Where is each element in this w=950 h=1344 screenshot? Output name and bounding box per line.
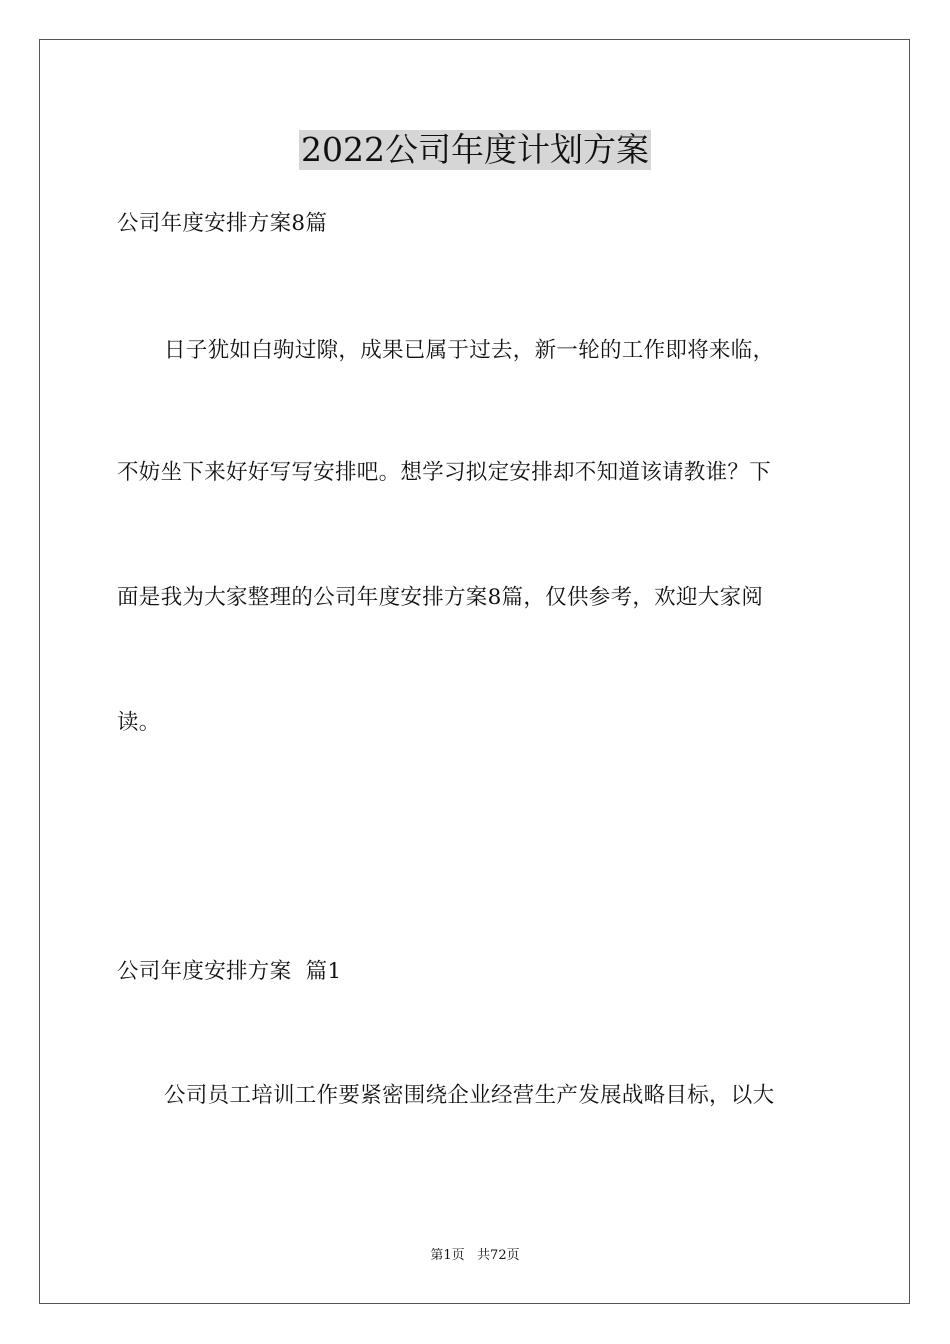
intro-line-3: 面是我为大家整理的公司年度安排方案8篇，仅供参考，欢迎大家阅 xyxy=(117,585,764,610)
section-paragraph-line-1: 公司员工培训工作要紧密围绕企业经营生产发展战略目标，以大 xyxy=(164,1083,775,1108)
intro-line-1: 日子犹如白驹过隙，成果已属于过去，新一轮的工作即将来临， xyxy=(164,338,775,363)
page-number-footer: 第1页 共72页 xyxy=(430,1248,520,1263)
section-heading: 公司年度安排方案 篇1 xyxy=(117,959,342,984)
document-subtitle: 公司年度安排方案8篇 xyxy=(117,211,328,236)
document-title: 2022公司年度计划方案 xyxy=(301,130,649,169)
intro-line-4: 读。 xyxy=(117,710,161,735)
intro-line-2: 不妨坐下来好好写写安排吧。想学习拟定安排却不知道该请教谁？下 xyxy=(117,460,772,485)
document-title-wrap xyxy=(0,130,950,176)
